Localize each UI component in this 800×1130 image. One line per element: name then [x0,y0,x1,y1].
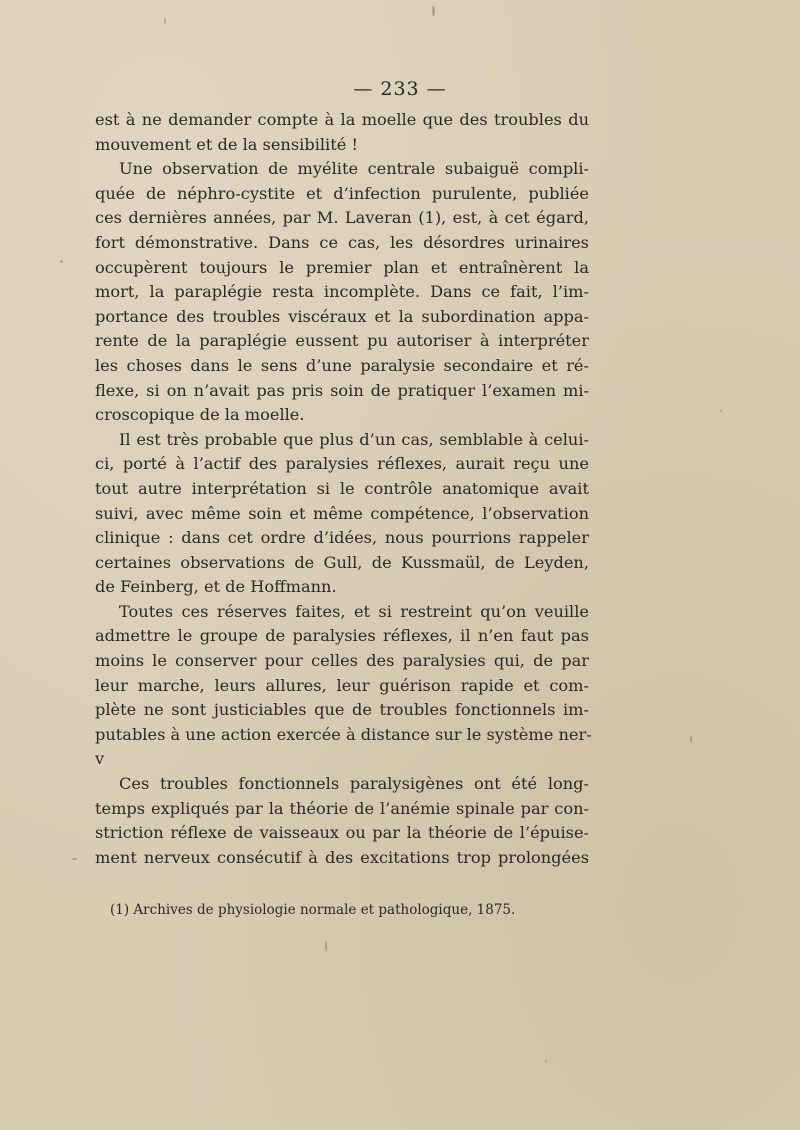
text-line: suivi, avec même soin et même compétence, l’observation [95,503,589,523]
text-line: Toutes ces réserves faites, et si restreint qu’on veuille [119,601,589,621]
text-line: leur marche, leurs allures, leur guérison rapide et com- [95,675,589,695]
text-line: est à ne demander compte à la moelle que des troubles du [95,110,589,129]
text-line: putables à une action exercée à distance sur le système ner- [95,724,592,744]
text-line: moins le conserver pour celles des paralysies qui, de par [95,651,589,671]
paper-speck [60,260,63,263]
text-line: tout autre interprétation si le contrôle anatomique avait [95,478,589,498]
text-line: clinique : dans cet ordre d’idées, nous pourrions rappeler [95,528,589,548]
paper-speck [325,940,327,952]
text-line: portance des troubles viscéraux et la subordination appa- [95,306,589,326]
paper-speck [72,858,77,860]
text-line: admettre le groupe de paralysies réflexes, il n’en faut pas [95,626,589,646]
text-line: ment nerveux consécutif à des excitations trop prolongées [95,847,589,867]
text-line: Il est très probable que plus d’un cas, semblable à celui- [119,429,589,449]
text-line: Une observation de myélite centrale subaiguë compli- [119,159,589,179]
text-line: mouvement et de la sensibilité ! [95,134,358,154]
page-number: — 233 — [353,78,447,100]
paper-speck [164,18,166,24]
text-line: ci, porté à l’actif des paralysies réflexes, aurait reçu une [95,454,589,474]
text-line: flexe, si on n’avait pas pris soin de pratiquer l’examen mi- [95,380,589,400]
paper-speck [545,1060,547,1062]
text-line: Ces troubles fonctionnels paralysigènes ont été long- [119,774,589,794]
text-line: croscopique de la moelle. [95,405,305,425]
text-line: ces dernières années, par M. Laveran (1), est, à cet égard, [95,208,589,228]
paper-speck [432,6,435,16]
text-line: les choses dans le sens d’une paralysie secondaire et ré- [95,355,589,375]
text-line: certaines observations de Gull, de Kussmaül, de Leyden, [95,552,589,572]
text-line: temps expliqués par la théorie de l’anémie spinale par con- [95,798,589,818]
text-line: occupèrent toujours le premier plan et entraînèrent la [95,257,589,277]
paper-speck [690,735,692,743]
text-line: plète ne sont justiciables que de troubles fonctionnels im- [95,700,589,720]
body-text [95,108,592,870]
text-line: quée de néphro-cystite et d’infection purulente, publiée [95,183,589,203]
text-line: striction réflexe de vaisseaux ou par la théorie de l’épuise- [95,823,589,843]
text-line: de Feinberg, et de Hoffmann. [95,577,337,597]
text-line: fort démonstrative. Dans ce cas, les désordres urinaires [95,232,589,252]
text-line: v [95,749,105,769]
footnote: (1) Archives de physiologie normale et pathologique, 1875. [110,902,516,918]
paper-speck [720,410,722,412]
text-line: rente de la paraplégie eussent pu autoriser à interpréter [95,331,589,351]
text-line: mort, la paraplégie resta incomplète. Dans ce fait, l’im- [95,282,589,302]
